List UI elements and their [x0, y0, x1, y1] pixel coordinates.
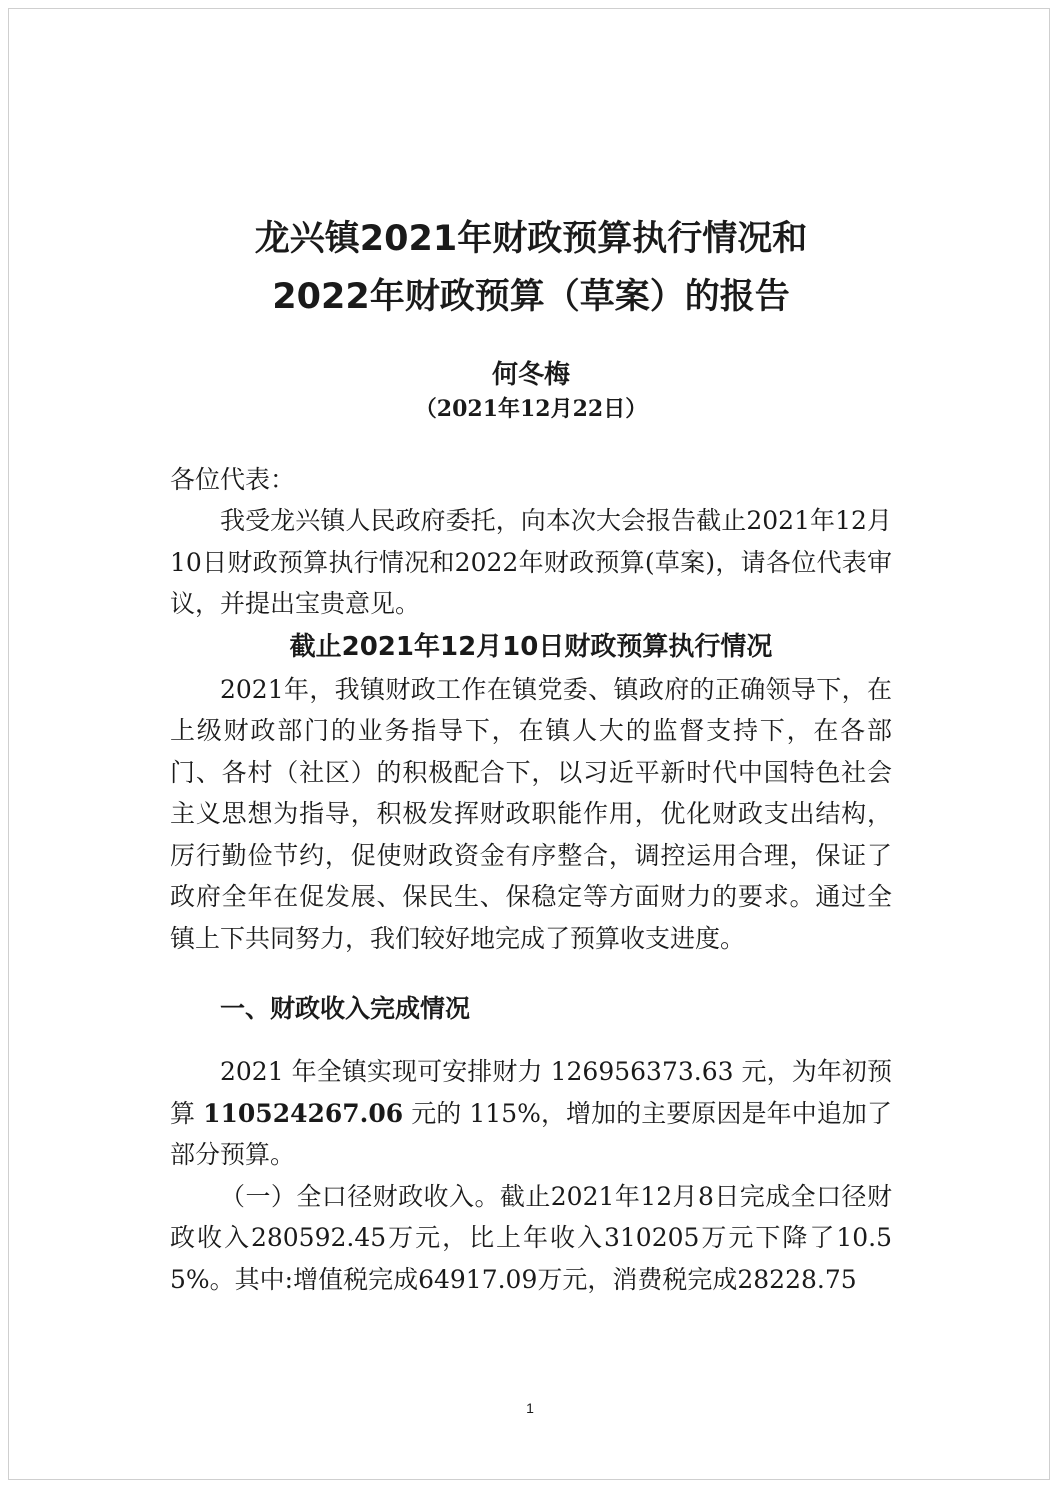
section-heading: 截止2021年12月10日财政预算执行情况 — [289, 631, 773, 662]
document-body — [170, 210, 892, 1300]
sub-heading-revenue: 一、财政收入完成情况 — [220, 994, 471, 1023]
document-title — [170, 210, 892, 326]
revenue-text-b: 元的 115%，增加的主要原因是年中追加了部分预算。 — [170, 1098, 892, 1169]
section-paragraph: 2021年，我镇财政工作在镇党委、镇政府的正确领导下，在上级财政部门的业务指导下，在镇人大的监督支持下，在各部门、各村（社区）的积极配合下，以习近平新时代中国特色社会主义思想为指导，积极发挥财政职能作用，优化财政支出结构，厉行勤俭节约，促使财政资金有序整合，调控运用合理，保证了政府全年在促发展、保民生、保稳定等方面财力的要求。通过全镇上下共同努力，我们较好地完成了预算收支进度。 — [170, 674, 892, 953]
author-name: 何冬梅 — [491, 360, 570, 390]
page-number: 1 — [526, 1400, 534, 1416]
title-line-2: 2022年财政预算（草案）的报告 — [272, 277, 790, 317]
report-date: （2021年12月22日） — [414, 396, 648, 422]
revenue-budget-figure: 110524267.06 — [203, 1098, 404, 1128]
title-line-1: 龙兴镇2021年财政预算执行情况和 — [254, 219, 808, 259]
revenue-text-a: 2021 年全镇实现可安排财力 126956373.63 元，为年初预算 — [170, 1057, 892, 1128]
total-revenue-paragraph: （一）全口径财政收入。截止2021年12月8日完成全口径财政收入280592.45万元，比上年收入310205万元下降了10.55%。其中:增值税完成64917.09万元，消费税完成28228.75 — [170, 1181, 892, 1294]
salutation: 各位代表： — [170, 465, 296, 494]
revenue-paragraph — [170, 1051, 892, 1176]
intro-paragraph: 我受龙兴镇人民政府委托，向本次大会报告截止2021年12月10日财政预算执行情况和2022年财政预算(草案)，请各位代表审议，并提出宝贵意见。 — [170, 506, 892, 618]
